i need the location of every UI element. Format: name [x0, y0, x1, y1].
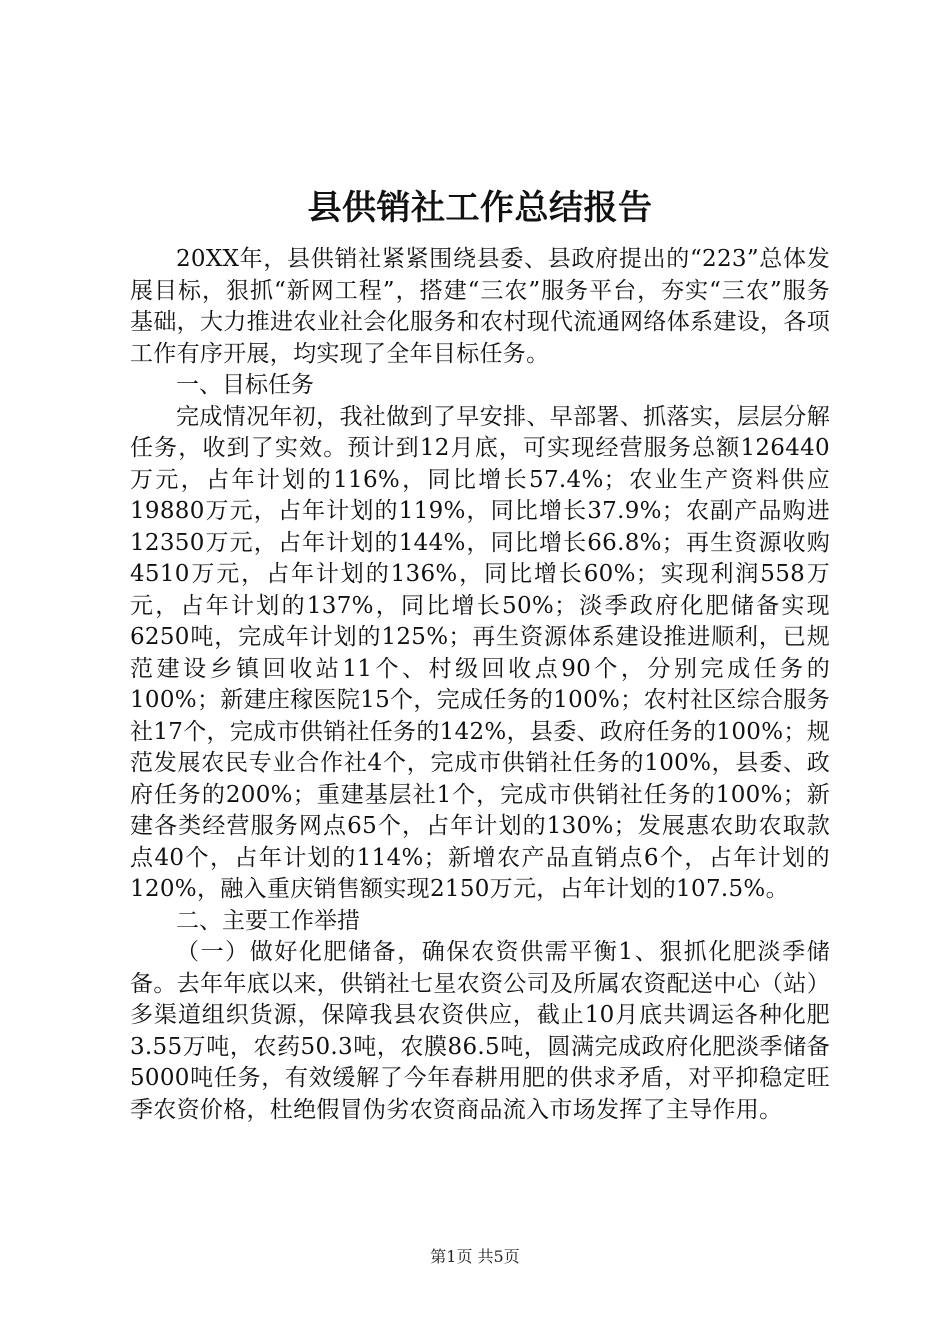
section-1-paragraph: 完成情况年初，我社做到了早安排、早部署、抓落实，层层分解任务，收到了实效。预计到12月底，可实现经营服务总额126440万元，占年计划的116%，同比增长57.4%；农业生产资料供应19880万元，占年计划的119%，同比增长37.9%；农副产品购进12350万元，占年计划的144%，同比增长66.8%；再生资源收购4510万元，占年计划的136%，同比增长60%；实现利润558万元，占年计划的137%，同比增长50%；淡季政府化肥储备实现6250吨，完成年计划的125%；再生资源体系建设推进顺利，已规范建设乡镇回收站11个、村级回收点90个，分别完成任务的100%；新建庄稼医院15个，完成任务的100%；农村社区综合服务社17个，完成市供销社任务的142%，县委、政府任务的100%；规范发展农民专业合作社4个，完成市供销社任务的100%，县委、政府任务的200%；重建基层社1个，完成市供销社任务的100%；新建各类经营服务网点65个，占年计划的130%；发展惠农助农取款点40个，占年计划的114%；新增农产品直销点6个，占年计划的120%，融入重庆销售额实现2150万元，占年计划的107.5%。: [130, 403, 830, 902]
document-title: 县供销社工作总结报告: [307, 188, 653, 228]
intro-paragraph: 20XX年，县供销社紧紧围绕县委、县政府提出的“223”总体发展目标，狠抓“新网工程”，搭建“三农”服务平台，夯实“三农”服务基础，大力推进农业社会化服务和农村现代流通网络体系建设，各项工作有序开展，均实现了全年目标任务。: [130, 246, 830, 367]
section-heading-2: 二、主要工作举措: [176, 907, 360, 934]
document-page: [130, 182, 830, 1126]
page-footer: 第1页 共5页: [430, 1247, 520, 1266]
section-heading-1: 一、目标任务: [176, 372, 314, 398]
section-2-paragraph: （一）做好化肥储备，确保农资供需平衡1、狠抓化肥淡季储备。去年年底以来，供销社七星农资公司及所属农资配送中心（站）多渠道组织货源，保障我县农资供应，截止10月底共调运各种化肥3.55万吨，农药50.3吨，农膜86.5吨，圆满完成政府化肥淡季储备5000吨任务，有效缓解了今年春耕用肥的供求矛盾，对平抑稳定旺季农资价格，杜绝假冒伪劣农资商品流入市场发挥了主导作用。: [130, 939, 830, 1123]
